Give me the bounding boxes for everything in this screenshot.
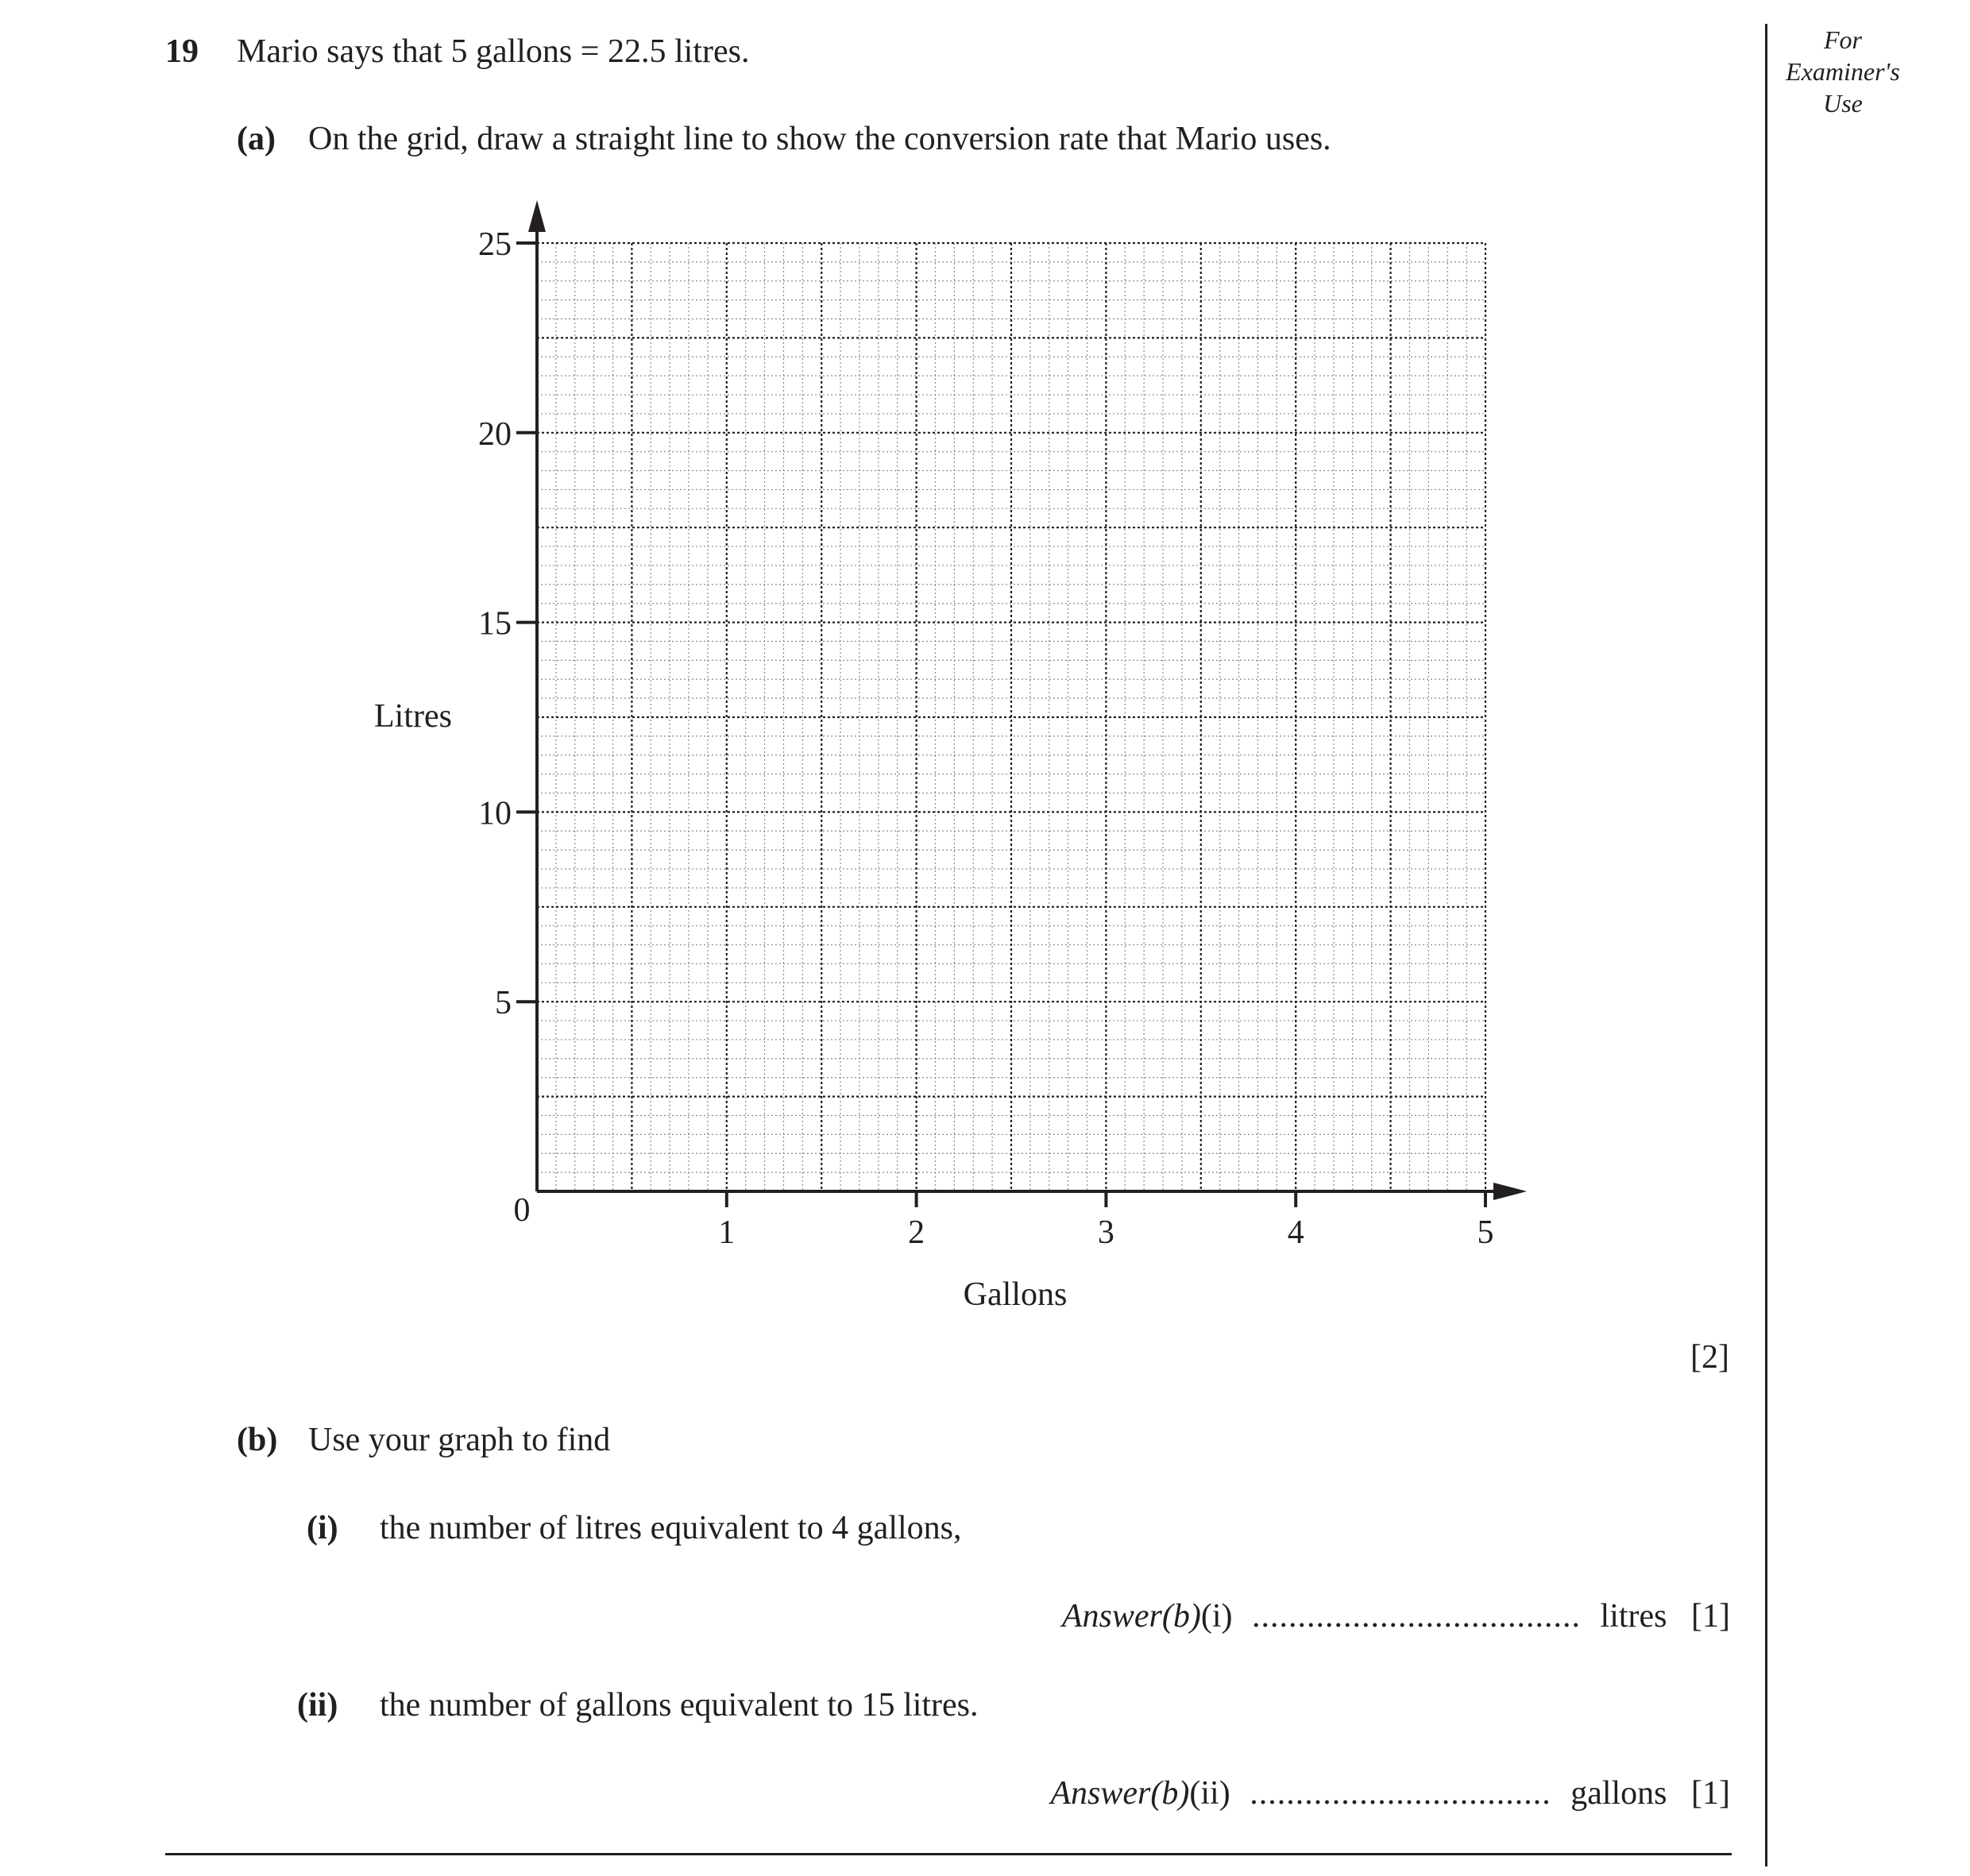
answer-b-i-dots[interactable]: .................................... — [1252, 1598, 1582, 1635]
part-b-label: (b) — [237, 1422, 278, 1458]
y-tick-label: 25 — [478, 226, 512, 263]
answer-b-i-line[interactable] — [1062, 1600, 1730, 1633]
part-b-ii-text: the number of gallons equivalent to 15 litres. — [380, 1687, 979, 1724]
x-tick-label: 1 — [718, 1214, 736, 1251]
examiners-use-line-1: For — [1824, 25, 1862, 54]
part-a-marks: [2] — [1690, 1339, 1729, 1376]
question-end-rule — [165, 1853, 1732, 1855]
part-a-label: (a) — [237, 121, 276, 157]
answer-b-ii-dots[interactable]: ................................. — [1250, 1775, 1551, 1812]
answer-b-ii-sub: (ii) — [1189, 1775, 1230, 1812]
answer-b-i-label: Answer(b) — [1061, 1598, 1201, 1635]
y-tick-label: 5 — [495, 985, 512, 1022]
answer-b-ii-marks: [1] — [1691, 1775, 1730, 1812]
y-axis-label: Litres — [374, 698, 452, 735]
x-tick-label: 4 — [1287, 1214, 1304, 1251]
y-tick-label: 20 — [478, 415, 512, 453]
examiners-use-line-2: Examiner's — [1786, 57, 1900, 86]
answer-b-i-unit: litres — [1600, 1598, 1667, 1635]
x-tick-label: 2 — [908, 1214, 925, 1251]
part-b-i-label: (i) — [307, 1510, 338, 1546]
origin-label: 0 — [513, 1192, 531, 1229]
x-tick-label: 3 — [1097, 1214, 1114, 1251]
answer-b-ii-line[interactable] — [1050, 1777, 1730, 1810]
part-a-text: On the grid, draw a straight line to show the conversion rate that Mario uses. — [308, 121, 1331, 157]
x-axis-arrow — [1493, 1183, 1527, 1200]
answer-b-ii-unit: gallons — [1570, 1775, 1667, 1812]
part-b-ii-label: (ii) — [297, 1687, 338, 1724]
grid-major-lines — [537, 243, 1485, 1191]
y-axis-arrow — [528, 200, 546, 232]
answer-b-ii-label: Answer(b) — [1050, 1775, 1190, 1812]
axis-ticks — [516, 243, 1485, 1207]
question-number: 19 — [165, 33, 199, 70]
answer-b-i-marks: [1] — [1691, 1598, 1730, 1635]
axes — [528, 200, 1527, 1200]
x-axis-label: Gallons — [963, 1276, 1068, 1313]
y-tick-label: 15 — [478, 605, 512, 643]
part-b-i-text: the number of litres equivalent to 4 gallons, — [380, 1510, 962, 1546]
part-b-text: Use your graph to find — [308, 1422, 611, 1458]
y-tick-label: 10 — [478, 795, 512, 832]
examiners-use-line-3: Use — [1823, 89, 1863, 118]
answer-b-i-sub: (i) — [1200, 1598, 1233, 1635]
question-statement: Mario says that 5 gallons = 22.5 litres. — [237, 33, 750, 70]
x-tick-label: 5 — [1477, 1214, 1494, 1251]
